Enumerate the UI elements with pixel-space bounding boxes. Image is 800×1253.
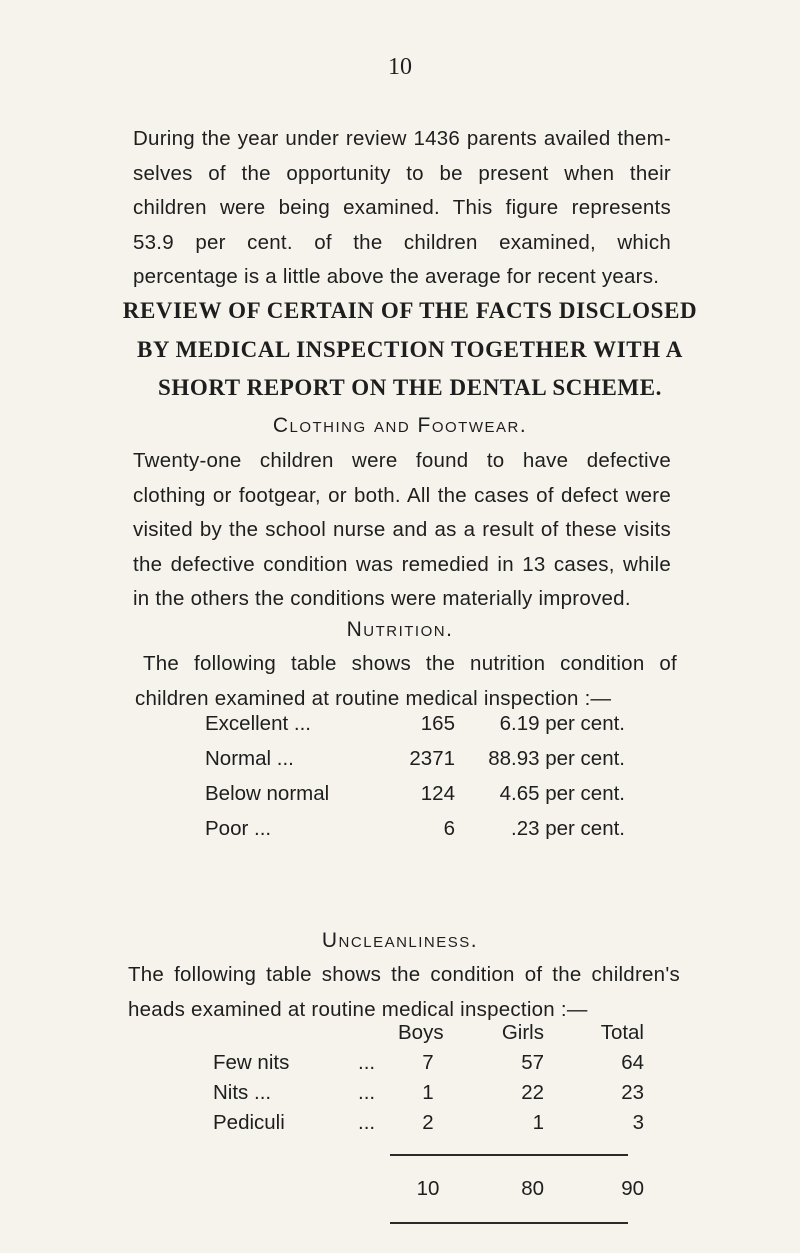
row-dots: ...: [358, 1111, 376, 1134]
nutrition-label: Excellent ...: [205, 711, 311, 735]
row-dots: ...: [358, 1051, 376, 1074]
section-heading: REVIEW OF CERTAIN OF THE FACTS DISCLOSED BY MEDICAL INSPECTION TOGETHER WITH A SHORT REPORT ON THE DENTAL SCHEME.: [122, 298, 698, 400]
table-row: [205, 776, 625, 811]
nutrition-count: 2371: [409, 746, 455, 770]
intro-paragraph: During the year under review 1436 parents availed them-selves of the opportunity to be present when their children were being examined. This figure represents 53.9 per cent. of the children examined, which percentage is a little above the average for recent years.: [133, 127, 671, 288]
totals-row: [213, 1174, 644, 1204]
boys-cell: 7: [422, 1051, 434, 1074]
table-row: [205, 741, 625, 776]
total-rule-top: [390, 1154, 628, 1156]
header-total: Total: [600, 1021, 644, 1044]
row-label: Pediculi: [213, 1111, 285, 1134]
header-girls: Girls: [501, 1021, 544, 1044]
row-label: Few nits: [213, 1051, 290, 1074]
row-label: Nits ...: [213, 1081, 272, 1104]
row-dots: ...: [358, 1081, 376, 1104]
boys-cell: 2: [422, 1111, 434, 1134]
nutrition-count: 6: [443, 816, 455, 840]
total-cell: 23: [621, 1081, 644, 1104]
girls-cell: 1: [532, 1111, 544, 1134]
table-row: [213, 1048, 644, 1078]
table-row: [213, 1108, 644, 1138]
nutrition-percent: 6.19 per cent.: [499, 711, 625, 735]
total-rule-bottom: [390, 1222, 628, 1224]
table-header-row: [213, 1018, 644, 1048]
header-boys: Boys: [398, 1021, 444, 1044]
nutrition-table: [205, 706, 625, 846]
table-row: [205, 706, 625, 741]
uncleanliness-title: Uncleanliness.: [321, 929, 479, 952]
table-row: [213, 1078, 644, 1108]
boys-cell: 1: [422, 1081, 434, 1104]
clothing-paragraph: Twenty-one children were found to have defective clothing or footgear, or both. All the cases of defect were visited by the school nurse and as a result of these visits the defective condition was remedied in 13 cases, while in the others the conditions were materially improved.: [133, 449, 671, 610]
nutrition-label: Normal ...: [205, 746, 294, 770]
nutrition-count: 124: [420, 781, 455, 805]
total-cell: 64: [621, 1051, 644, 1074]
nutrition-percent: .23 per cent.: [511, 816, 625, 840]
nutrition-percent: 88.93 per cent.: [488, 746, 625, 770]
uncleanliness-paragraph: The following table shows the condition of the children's heads examined at routine medical inspection :—: [128, 963, 680, 1021]
girls-cell: 57: [521, 1051, 544, 1074]
nutrition-title: Nutrition.: [346, 618, 454, 641]
boys-total: 10: [416, 1177, 440, 1200]
nutrition-percent: 4.65 per cent.: [499, 781, 625, 805]
girls-cell: 22: [521, 1081, 544, 1104]
nutrition-count: 165: [420, 711, 455, 735]
total-cell: 3: [632, 1111, 644, 1134]
nutrition-paragraph: The following table shows the nutrition condition of children examined at routine medical inspection :—: [135, 652, 677, 710]
page-number: 10: [388, 54, 412, 80]
nutrition-label: Below normal: [205, 781, 330, 805]
clothing-title: Clothing and Footwear.: [272, 414, 528, 437]
nutrition-label: Poor ...: [205, 816, 272, 840]
table-row: [205, 811, 625, 846]
uncleanliness-table: [213, 1018, 644, 1204]
girls-total: 80: [521, 1177, 544, 1200]
grand-total: 90: [621, 1177, 644, 1200]
